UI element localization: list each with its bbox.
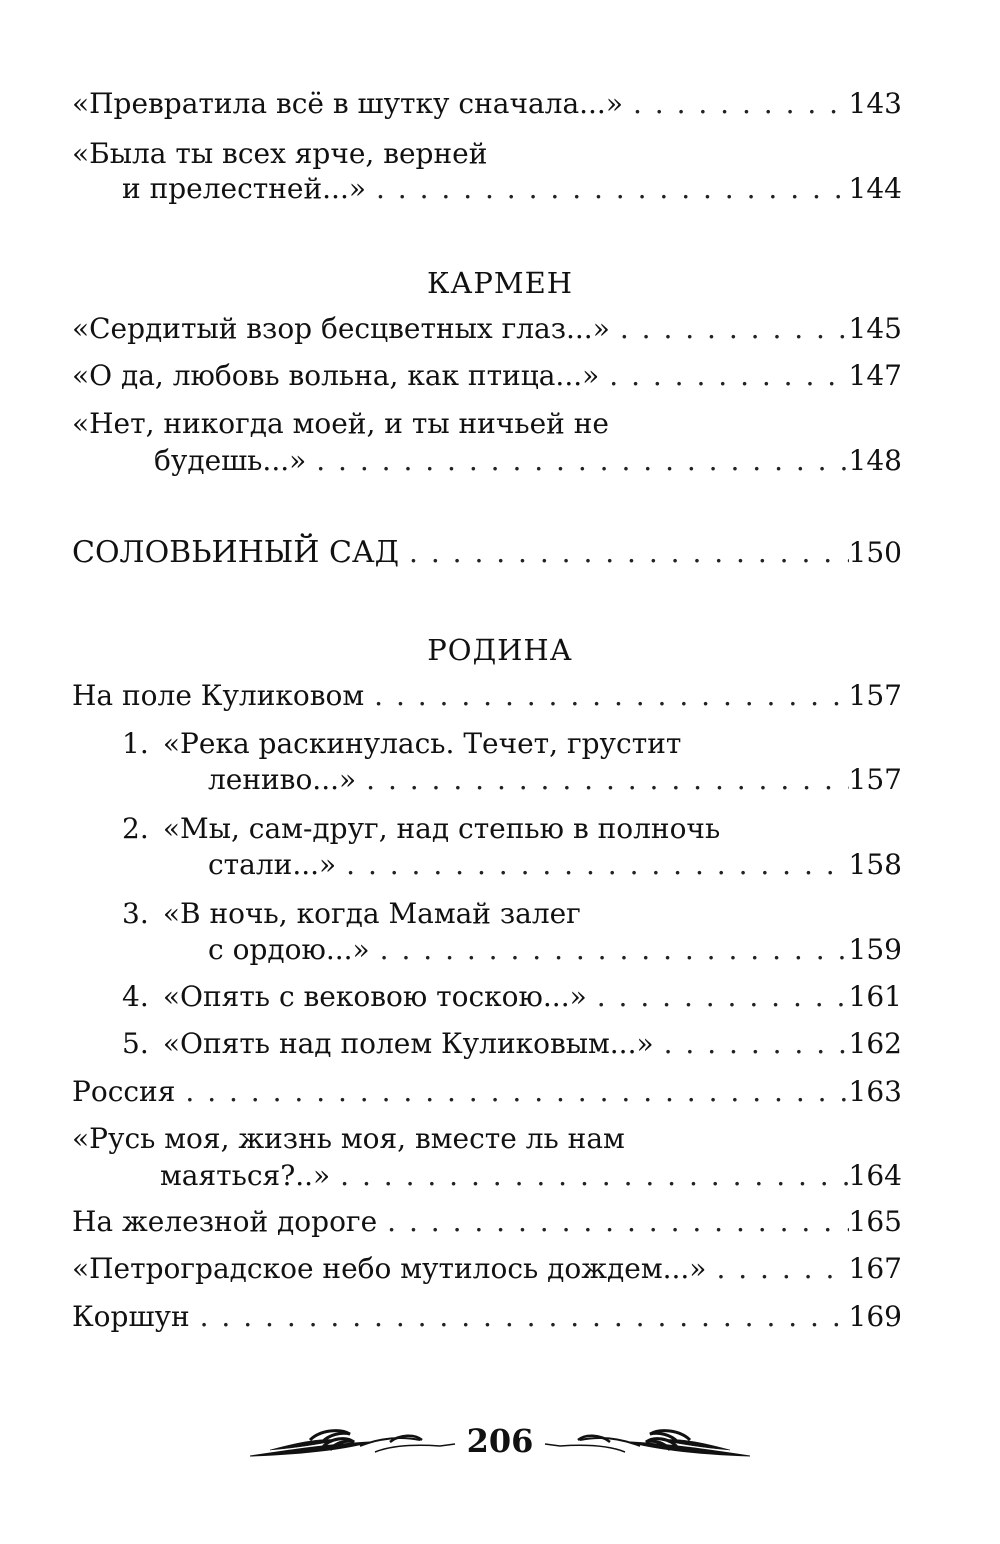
- entry-title: «Опять с вековою тоскою...»: [162, 980, 587, 1013]
- entry-number: 1.: [122, 727, 149, 760]
- leader-dots: [599, 362, 848, 390]
- toc-entry: [72, 1205, 902, 1244]
- entry-page: 167: [848, 1252, 902, 1285]
- toc-entry: [122, 812, 902, 895]
- leader-dots: [190, 1303, 849, 1331]
- entry-title-line2: с ордою...»: [208, 933, 370, 966]
- leader-dots: [623, 90, 849, 118]
- entry-title-line1: «Река раскинулась. Течет, грустит: [162, 727, 682, 760]
- entry-title-line1: «Мы, сам-друг, над степью в полночь: [162, 812, 721, 845]
- entry-page: 162: [848, 1027, 902, 1060]
- entry-title: «О да, любовь вольна, как птица...»: [72, 359, 600, 392]
- entry-page: 164: [848, 1159, 902, 1192]
- entry-page: 161: [848, 980, 902, 1013]
- entry-page: 145: [848, 312, 902, 345]
- entry-page: 144: [848, 172, 902, 205]
- entry-page: 165: [848, 1205, 902, 1238]
- toc-entry: [122, 980, 902, 1019]
- toc-entry: [72, 407, 902, 490]
- leader-dots: [356, 766, 848, 794]
- entry-number: 4.: [122, 980, 149, 1013]
- entry-page: 163: [848, 1075, 902, 1108]
- entry-title-line1: «Русь моя, жизнь моя, вместе ль нам: [72, 1122, 625, 1155]
- leader-dots: [175, 1078, 848, 1106]
- page-number: 206: [466, 1422, 534, 1460]
- entry-title: «Опять над полем Куликовым...»: [162, 1027, 654, 1060]
- entry-page: 150: [848, 536, 902, 569]
- toc-entry: [72, 1122, 902, 1205]
- entry-title-line1: «В ночь, когда Мамай залег: [162, 897, 581, 930]
- entry-title-line2: стали...»: [208, 848, 337, 881]
- entry-title: На поле Куликовом: [72, 679, 365, 712]
- toc-entry: [72, 535, 902, 578]
- toc-entry: [122, 1027, 902, 1066]
- toc-entry: [72, 87, 902, 126]
- leader-dots: [370, 936, 849, 964]
- toc-entry: [72, 679, 902, 718]
- entry-title-line2: маяться?..»: [160, 1159, 331, 1192]
- entry-title: «Сердитый взор бесцветных глаз...»: [72, 312, 610, 345]
- entry-title-line2: лениво...»: [208, 763, 357, 796]
- leader-dots: [330, 1162, 848, 1190]
- leader-dots: [587, 983, 849, 1011]
- entry-page: 147: [848, 359, 902, 392]
- toc-entry: [122, 897, 902, 980]
- entry-page: 148: [848, 444, 902, 477]
- toc-entry: [72, 359, 902, 398]
- entry-page: 169: [848, 1300, 902, 1333]
- toc-entry: [122, 727, 902, 810]
- toc-entry: [72, 1075, 902, 1114]
- entry-title: СОЛОВЬИНЫЙ САД: [72, 535, 400, 570]
- entry-title-line2: и прелестней...»: [122, 172, 366, 205]
- entry-number: 5.: [122, 1027, 149, 1060]
- entry-title-line1: «Была ты всех ярче, верней: [72, 137, 488, 170]
- entry-title: На железной дороге: [72, 1205, 378, 1238]
- entry-title: Коршун: [72, 1300, 190, 1333]
- leader-dots: [306, 447, 848, 475]
- leader-dots: [336, 851, 848, 879]
- entry-title: «Петроградское небо мутилось дождем...»: [72, 1252, 707, 1285]
- toc-entry: [72, 312, 902, 351]
- entry-page: 159: [848, 933, 902, 966]
- leader-dots: [377, 1208, 848, 1236]
- leader-dots: [654, 1030, 849, 1058]
- leader-dots: [706, 1255, 848, 1283]
- entry-title-line1: «Нет, никогда моей, и ты ничьей не: [72, 407, 609, 440]
- toc-entry: [72, 137, 902, 220]
- entry-number: 2.: [122, 812, 149, 845]
- section-heading-karmen: КАРМЕН: [426, 266, 574, 300]
- entry-page: 157: [848, 763, 902, 796]
- entry-page: 143: [848, 87, 902, 120]
- toc-entry: [72, 1252, 902, 1291]
- leader-dots: [364, 682, 848, 710]
- section-heading-rodina: РОДИНА: [427, 633, 573, 667]
- entry-page: 157: [848, 679, 902, 712]
- entry-title: «Превратила всё в шутку сначала...»: [72, 87, 623, 120]
- entry-page: 158: [848, 848, 902, 881]
- leader-dots: [399, 539, 849, 567]
- leader-dots: [366, 175, 849, 203]
- entry-number: 3.: [122, 897, 149, 930]
- entry-title-line2: будешь...»: [154, 444, 307, 477]
- entry-title: Россия: [72, 1075, 176, 1108]
- toc-entry: [72, 1300, 902, 1339]
- leader-dots: [610, 315, 849, 343]
